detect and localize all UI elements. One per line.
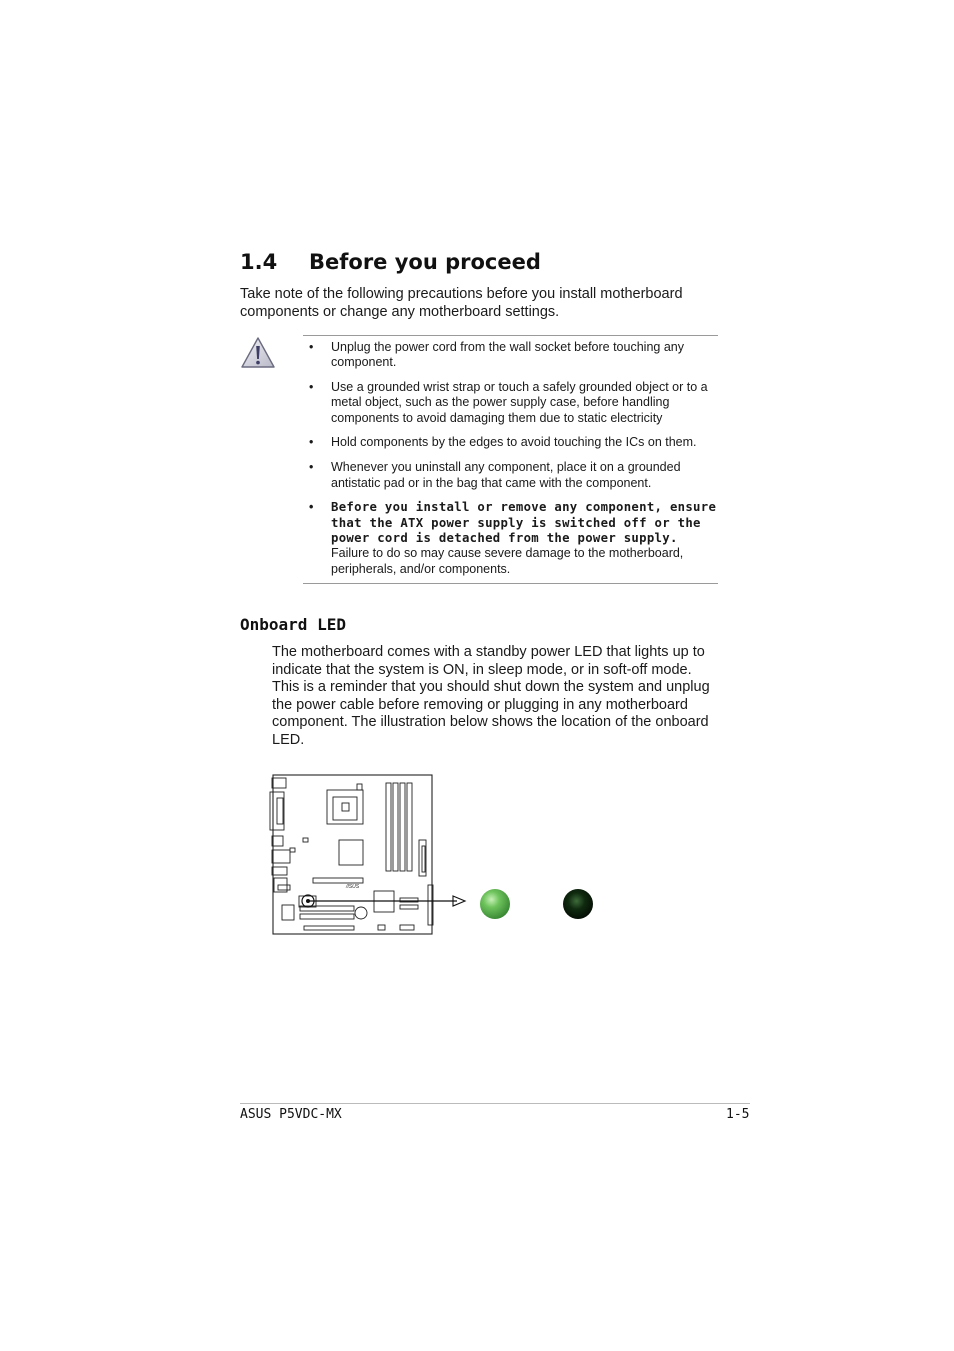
led-off-indicator: [563, 889, 593, 919]
list-item: • Hold components by the edges to avoid touching the ICs on them.: [309, 435, 697, 450]
section-title-text: Before you proceed: [309, 250, 541, 274]
footer-product-name: ASUS P5VDC-MX: [240, 1107, 342, 1122]
section-number: 1.4: [240, 250, 278, 274]
intro-paragraph: Take note of the following precautions before you install motherboard components or change any motherboard settings.: [240, 286, 683, 320]
list-item: • Before you install or remove any component, ensure that the ATX power supply is switched off or the power cord is detached from the power supply. Failure to do so may cause severe damage to the motherboard, peripherals, and/or components.: [309, 500, 717, 576]
warning-triangle-icon: [240, 336, 276, 370]
list-item: • Use a grounded wrist strap or touch a safely grounded object or to a metal object, such as the power supply case, before handling components to avoid damaging them due to static electricity: [309, 380, 708, 425]
bullet-text: Use a grounded wrist strap or touch a safely grounded object or to a metal object, such as the power supply case, before handling components to avoid damaging them due to static electricity: [331, 380, 708, 425]
bullet-text: Hold components by the edges to avoid touching the ICs on them.: [331, 435, 697, 450]
caution-bottom-rule: [303, 583, 718, 584]
motherboard-led-illustration: [260, 770, 620, 945]
board-logo: /ISUS: [346, 884, 360, 890]
motherboard-outline: [270, 775, 433, 934]
bullet-text: Failure to do so may cause severe damage to the motherboard, peripherals, and/or components.: [331, 546, 684, 576]
section-title: [240, 250, 541, 274]
list-item: • Unplug the power cord from the wall socket before touching any component.: [309, 340, 684, 370]
led-on-indicator: [480, 889, 510, 919]
caution-top-rule: [303, 335, 718, 336]
bullet-text: Unplug the power cord from the wall socket before touching any component.: [331, 340, 684, 370]
footer-page-number: 1-5: [726, 1107, 750, 1122]
onboard-led-title: Onboard LED: [240, 615, 346, 634]
onboard-led-paragraph: The motherboard comes with a standby power LED that lights up to indicate that the system is ON, in sleep mode, or in soft-off mode. This is a reminder that you should shut down the system and unplug the power cable before removing or plugging in any motherboard component. The illustration below shows the location of the onboard LED.: [272, 644, 710, 748]
bullet-text: Whenever you uninstall any component, place it on a grounded antistatic pad or in the bag that came with the component.: [331, 460, 681, 490]
list-item: • Whenever you uninstall any component, place it on a grounded antistatic pad or in the bag that came with the component.: [309, 460, 681, 490]
caution-list: [305, 340, 717, 586]
footer-rule: [240, 1103, 750, 1104]
bullet-bold-text: Before you install or remove any component, ensure that the ATX power supply is switched off or the power cord is detached from the power supply.: [331, 500, 717, 545]
